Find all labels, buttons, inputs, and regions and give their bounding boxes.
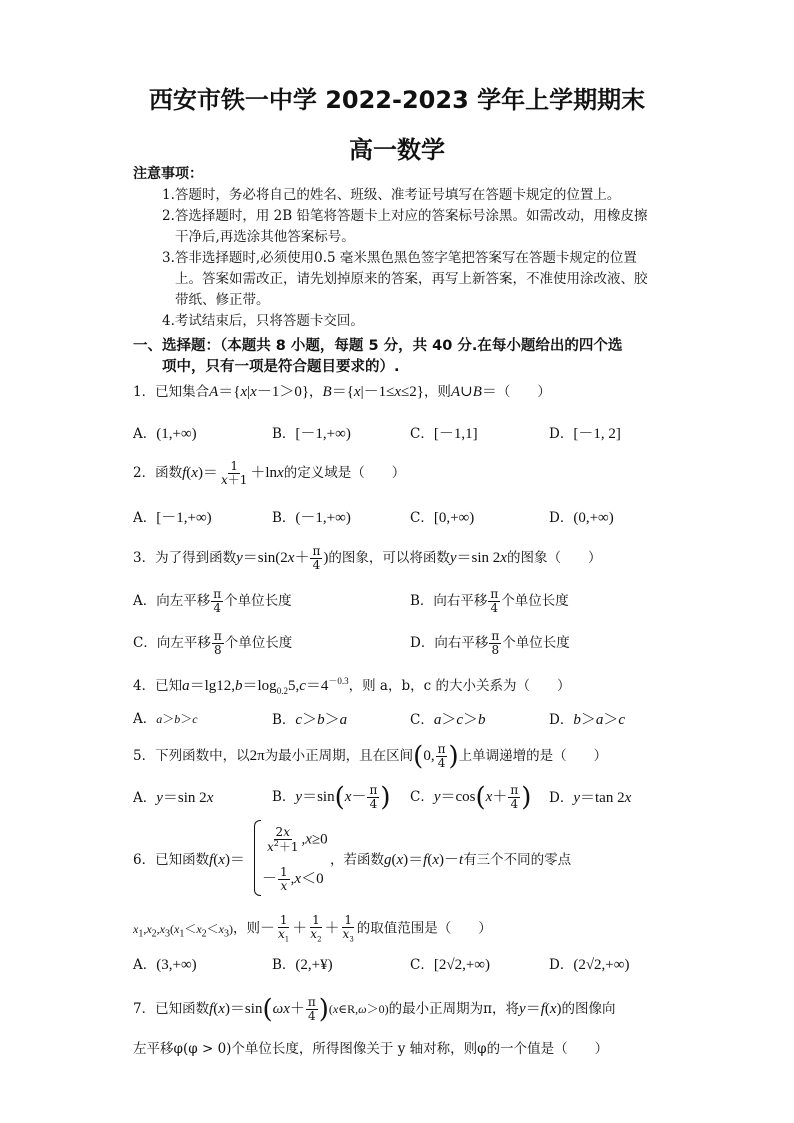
note-item: 3.答非选择题时,必须使用0.5 毫米黑色黑色签字笔把答案写在答题卡规定的位置 [162, 250, 637, 266]
question-4: 4．已知$a=\lg 12,b=\log_{0.2}5,c=4^{-0.3}$，则 a，b，c 的大小关系为（ ） [133, 676, 571, 696]
q4-option-d[interactable]: D．b＞a＞c [549, 712, 626, 728]
q4-option-b[interactable]: B．c＞b＞a [272, 712, 348, 728]
q3-option-b[interactable]: B．向右平移 $\frac{\pi}{4}$ 个单位长度 [410, 587, 569, 616]
note-item: 1.答题时，务必将自己的姓名、班级、准考证号填写在答题卡规定的位置上。 [162, 187, 621, 203]
question-6: 6．已知函数f(x)＝ [133, 852, 245, 868]
q3-option-d[interactable]: D．向右平移 $\frac{\pi}{8}$ 个单位长度 [410, 629, 570, 658]
question-6-cont: ，若函数g(x)＝f(x)－t有三个不同的零点 [330, 852, 572, 868]
question-2: 2．函数f(x)＝ $\frac{1}{x+1}$ ＋lnx的定义域是（ ） [133, 459, 406, 488]
question-5: 5．下列函数中，以2π为最小正周期，且在区间(0, $\frac{\pi}{4}$ )上单调递增的是（ ） [133, 741, 608, 772]
question-7-line2: 左平移φ(φ > 0)个单位长度，所得图像关于 y 轴对称，则φ的一个值是（ ） [133, 1041, 609, 1057]
section-heading-cont: 项中，只有一项是符合题目要求的）. [162, 359, 400, 375]
q5-option-a[interactable]: A．y＝sin 2x [133, 790, 214, 806]
piecewise-brace [254, 820, 261, 896]
q6-option-b[interactable]: B．(2,+¥) [272, 957, 333, 973]
question-3: 3．为了得到函数y＝sin(2x＋ $\frac{\pi}{4}$ )的图象，可以将函数y＝sin 2x的图象（ ） [133, 544, 602, 573]
q2-option-b[interactable]: B．(－1,+∞) [272, 510, 351, 526]
q3-option-c[interactable]: C．向左平移 $\frac{\pi}{8}$ 个单位长度 [133, 629, 293, 658]
question-6-line2: $x_1,x_2,x_3(x_1<x_2<x_3)$，则－ $\frac{1}{x_1}$ ＋ $\frac{1}{x_2}$ ＋ $\frac{1}{x_3}$ 的取值范围是（ ） [133, 913, 492, 944]
q1-option-d[interactable]: D．[－1, 2] [549, 426, 621, 442]
q2-option-a[interactable]: A．[－1,+∞) [133, 510, 212, 526]
q5-option-b[interactable]: B．y＝sin(x－ $\frac{\pi}{4}$ ) [272, 782, 391, 813]
note-item: 2.答选择题时，用 2B 铅笔将答题卡上对应的答案标号涂黑。如需改动，用橡皮擦 [162, 208, 648, 224]
question-1: 1．已知集合A＝{x|x－1＞0}，B＝{x|－1≤x≤2}，则A∪B＝（ ） [133, 384, 551, 400]
q1-option-b[interactable]: B．[－1,+∞) [272, 426, 351, 442]
q3-option-a[interactable]: A．向左平移 $\frac{\pi}{4}$ 个单位长度 [133, 587, 292, 616]
exam-subject: 高一数学 [349, 136, 445, 164]
section-heading: 一、选择题：（本题共 8 小题，每题 5 分，共 40 分.在每小题给出的四个选 [133, 338, 623, 354]
note-item: 4.考试结束后，只将答题卡交回。 [162, 313, 364, 329]
q5-option-c[interactable]: C．y＝cos(x＋ $\frac{\pi}{4}$ ) [410, 782, 532, 813]
q6-option-d[interactable]: D．(2√2,+∞) [549, 957, 630, 973]
q2-option-d[interactable]: D．(0,+∞) [549, 510, 614, 526]
q6-option-a[interactable]: A．(3,+∞) [133, 957, 197, 973]
note-item: 带纸、修正带。 [175, 292, 270, 308]
q4-option-a[interactable]: A．a＞b＞c [133, 711, 198, 727]
exam-title: 西安市铁一中学 2022-2023 学年上学期期末 [148, 86, 646, 114]
q6-option-c[interactable]: C．[2√2,+∞) [410, 957, 490, 973]
note-item: 上。答案如需改正，请先划掉原来的答案，再写上新答案，不准使用涂改液、胶 [175, 271, 648, 287]
note-item: 干净后,再选涂其他答案标号。 [175, 229, 355, 245]
q2-option-c[interactable]: C．[0,+∞) [410, 510, 475, 526]
q4-option-c[interactable]: C．a＞c＞b [410, 712, 486, 728]
notes-heading: 注意事项： [133, 166, 203, 182]
piecewise-case-1: $\frac{2x}{x^2+1}$ ,x≥0 [267, 825, 328, 855]
q1-option-a[interactable]: A．(1,+∞) [133, 426, 197, 442]
piecewise-case-2: － $\frac{1}{x}$ ,x＜0 [262, 865, 324, 894]
q1-option-c[interactable]: C．[－1,1] [410, 426, 478, 442]
question-7: 7．已知函数f(x)＝sin(ωx＋ $\frac{\pi}{4}$ )(x∈R,ω＞0)的最小正周期为π，将y＝f(x)的图像向 [133, 994, 616, 1025]
q5-option-d[interactable]: D．y＝tan 2x [549, 790, 632, 806]
